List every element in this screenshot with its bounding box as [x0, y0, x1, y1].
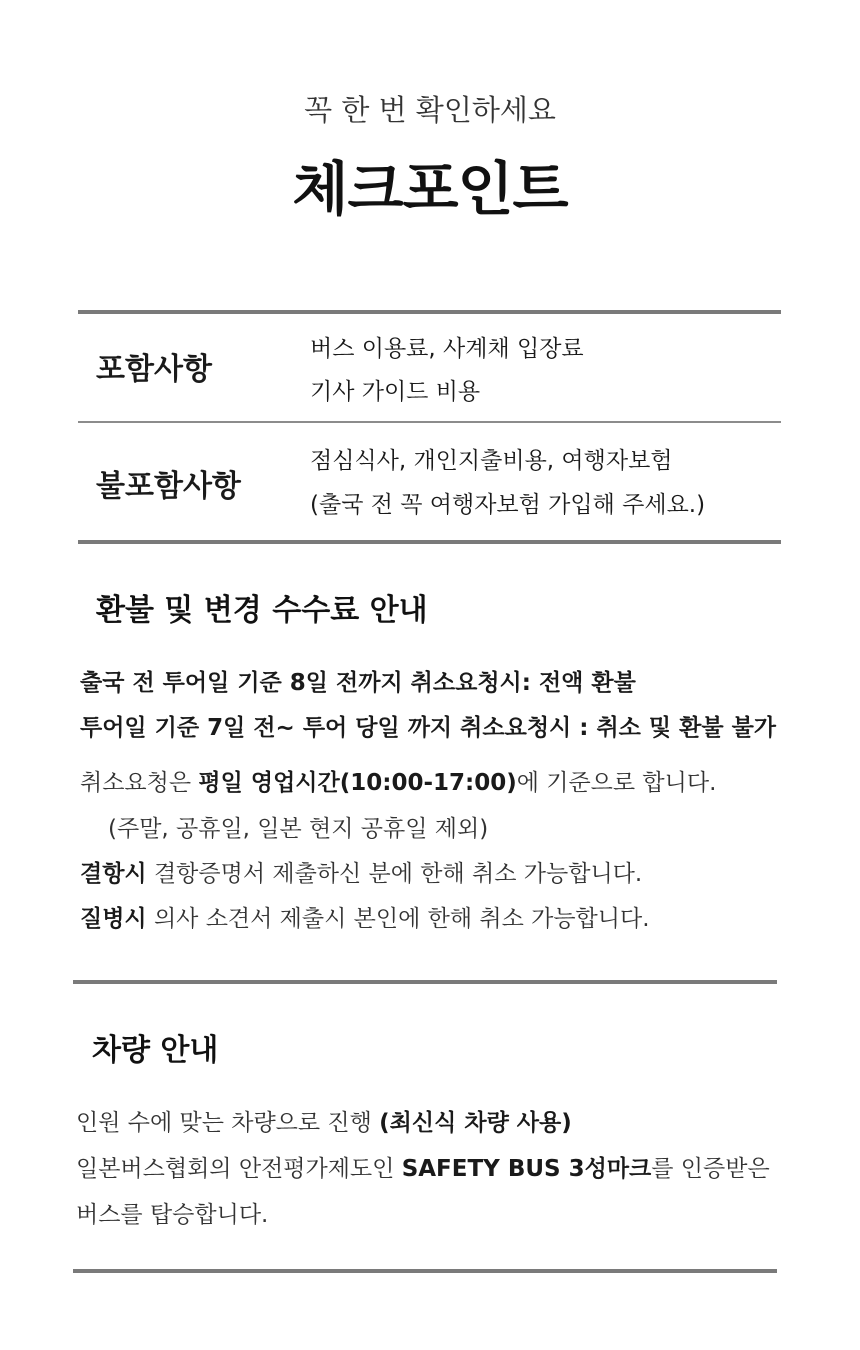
included-line-1: 버스 이용료, 사계채 입장료: [310, 336, 584, 362]
table-row-divider: [78, 421, 781, 423]
vehicle-line-2-post: 를 인증받은: [651, 1156, 770, 1182]
refund-note-1: [80, 764, 716, 797]
included-line-2: 기사 가이드 비용: [310, 379, 481, 405]
vehicle-line-1: [76, 1104, 572, 1137]
table-top-divider: [78, 310, 781, 314]
vehicle-divider: [73, 1269, 777, 1273]
vehicle-line-3: 버스를 탑승합니다.: [76, 1202, 269, 1228]
refund-rule-2: 투어일 기준 7일 전~ 투어 당일 까지 취소요청시 : 취소 및 환불 불가: [80, 715, 777, 741]
vehicle-line-2-bold: SAFETY BUS 3성마크: [401, 1156, 652, 1182]
refund-divider: [73, 980, 777, 984]
refund-note-4-bold: 질병시: [80, 906, 147, 932]
refund-note-1-bold: 평일 영업시간(10:00-17:00): [198, 770, 517, 796]
refund-rule-1: 출국 전 투어일 기준 8일 전까지 취소요청시: 전액 환불: [80, 670, 636, 696]
vehicle-line-1-bold: (최신식 차량 사용): [379, 1110, 572, 1136]
table-bottom-divider: [78, 540, 781, 544]
excluded-line-1: 점심식사, 개인지출비용, 여행자보험: [310, 448, 673, 474]
refund-note-1-pre: 취소요청은: [80, 770, 199, 796]
refund-note-3-text: 결항증명서 제출하신 분에 한해 취소 가능합니다.: [146, 861, 643, 887]
refund-note-1-post: 에 기준으로 합니다.: [516, 770, 717, 796]
included-label: 포함사항: [96, 352, 212, 387]
excluded-line-2: (출국 전 꼭 여행자보험 가입해 주세요.): [310, 492, 706, 518]
vehicle-line-2-pre: 일본버스협회의 안전평가제도인: [76, 1156, 402, 1182]
refund-note-3: [80, 855, 642, 888]
refund-heading: 환불 및 변경 수수료 안내: [96, 593, 428, 628]
refund-note-4: [80, 900, 650, 933]
refund-note-4-text: 의사 소견서 제출시 본인에 한해 취소 가능합니다.: [146, 906, 650, 932]
vehicle-heading: 차량 안내: [92, 1033, 219, 1068]
vehicle-line-2: [76, 1150, 770, 1183]
vehicle-line-1-text: 인원 수에 맞는 차량으로 진행: [76, 1110, 380, 1136]
page-title: 체크포인트: [292, 155, 568, 223]
page-subtitle: 꼭 한 번 확인하세요: [304, 93, 556, 127]
refund-note-3-bold: 결항시: [80, 861, 147, 887]
refund-note-2: (주말, 공휴일, 일본 현지 공휴일 제외): [108, 816, 489, 842]
excluded-label: 불포함사항: [96, 469, 241, 504]
